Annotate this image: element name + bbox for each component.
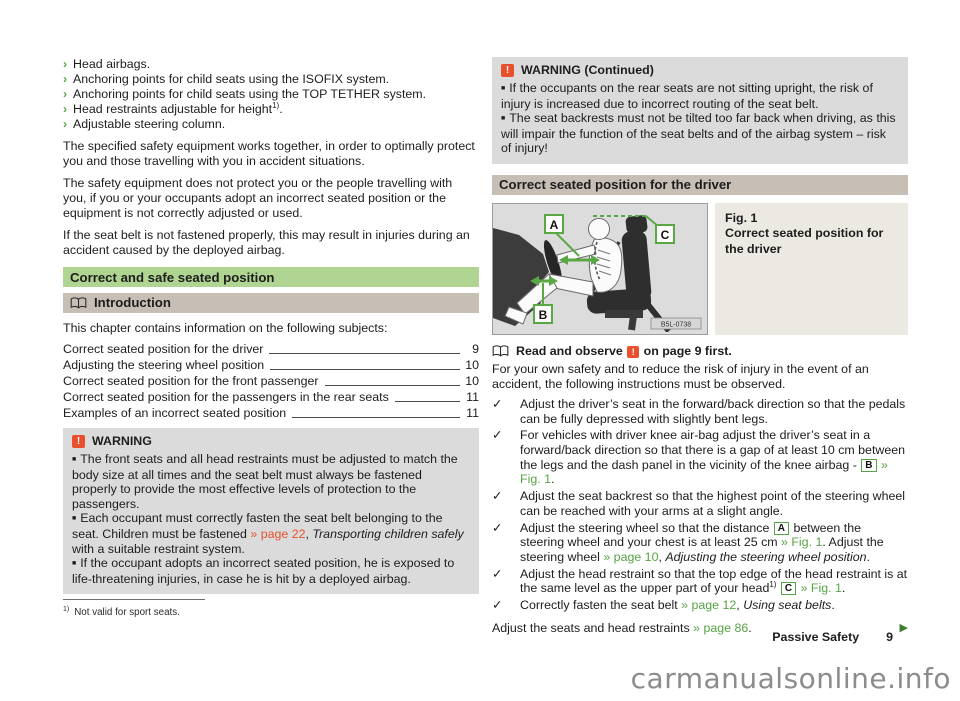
checklist-item-text bbox=[520, 521, 908, 565]
chevron-bullet-icon: › bbox=[63, 117, 68, 131]
read-observe-pre: Read and observe bbox=[516, 343, 623, 358]
toc-page-number: 10 bbox=[465, 358, 479, 372]
italic-reference-title: Using seat belts bbox=[743, 598, 832, 613]
seat-rail bbox=[605, 310, 643, 318]
warning-item bbox=[72, 556, 470, 586]
warning-item-text: The seat backrests must not be tilted too far back when driving, as this will impair the function of the seat belts and of the airbag system – risk of injury! bbox=[501, 111, 896, 156]
footnote-ref: 1) bbox=[272, 100, 280, 110]
toc-entry[interactable] bbox=[63, 373, 479, 389]
toc-leader-line bbox=[395, 401, 460, 402]
toc-leader-line bbox=[270, 369, 460, 370]
check-icon: ✓ bbox=[492, 428, 503, 443]
text-segment: For vehicles with driver knee air-bag adjust the driver’s seat in a forward/back direction so that there is a gap of at least 10 cm between the legs and the dash panel in the vicinity of the knee airbag - bbox=[520, 428, 906, 472]
toc-entry[interactable] bbox=[63, 389, 479, 405]
warning-icon: ! bbox=[501, 64, 514, 77]
warning-item-text: , bbox=[305, 526, 313, 541]
cross-reference-link[interactable]: » page 86 bbox=[693, 620, 749, 635]
toc-leader-line bbox=[292, 417, 460, 418]
warning-reference-icon[interactable]: ! bbox=[627, 346, 639, 358]
bullet-text-main: Head restraints adjustable for height bbox=[73, 102, 273, 116]
checklist-item bbox=[492, 567, 908, 596]
text-segment: Adjust the steering wheel so that the distance bbox=[520, 520, 773, 535]
read-observe-text bbox=[516, 344, 732, 359]
warning-item-text: If the occupant adopts an incorrect seated position, he is exposed to life-threatening injuries, in case he is hit by a deployed airbag. bbox=[72, 556, 455, 586]
warning-item bbox=[72, 452, 470, 511]
chevron-bullet-icon: › bbox=[63, 87, 68, 101]
warning-item-text: The front seats and all head restraints must be adjusted to match the body size at all times and the seat belt must always be fastened properly to provide the most effective levels of protection to the passengers. bbox=[72, 452, 458, 511]
text-segment: Adjust the head restraint so that the top edge of the head restraint is at the same level as the upper part of your head bbox=[520, 566, 908, 596]
cross-reference-link[interactable]: » page 22 bbox=[250, 526, 306, 541]
figure-caption bbox=[715, 203, 908, 335]
toc-page-number: 9 bbox=[472, 342, 479, 356]
cross-reference-link[interactable]: » Fig. 1 bbox=[797, 581, 842, 596]
figure-label-a: A bbox=[549, 217, 559, 232]
square-bullet-icon: ■ bbox=[501, 85, 506, 92]
warning-icon: ! bbox=[72, 435, 85, 448]
checklist-item bbox=[492, 598, 908, 613]
text-segment: between the steering wheel and your chest is at least 25 cm bbox=[520, 520, 861, 550]
right-column bbox=[492, 57, 908, 636]
square-bullet-icon: ■ bbox=[72, 560, 77, 568]
cross-reference-link[interactable]: » page 10 bbox=[603, 550, 659, 564]
table-of-contents bbox=[63, 341, 479, 421]
section-header-driver-position-label: Correct seated position for the driver bbox=[499, 176, 732, 192]
checklist-item-text bbox=[520, 428, 908, 487]
check-icon: ✓ bbox=[492, 566, 503, 581]
read-observe-note bbox=[492, 344, 908, 359]
toc-leader-line bbox=[325, 385, 460, 386]
chevron-bullet-icon: › bbox=[63, 102, 68, 116]
text-segment: Adjust the seats and head restraints bbox=[492, 620, 694, 635]
text-segment: , bbox=[658, 550, 666, 564]
figure-code: B5L-0738 bbox=[660, 321, 692, 329]
warning-item-text: Each occupant must correctly fasten the seat belt belonging to the seat. Children must be fastened bbox=[72, 511, 443, 541]
chevron-bullet-icon: › bbox=[63, 72, 68, 86]
toc-page-number: 10 bbox=[465, 374, 479, 388]
checklist-item-text bbox=[520, 567, 908, 596]
toc-leader-line bbox=[269, 353, 460, 354]
introduction-header bbox=[63, 293, 479, 313]
toc-page-number: 11 bbox=[466, 390, 479, 404]
warning-title: WARNING bbox=[92, 434, 152, 448]
warning-item-text: If the occupants on the rear seats are not sitting upright, the risk of injury is increased due to incorrect routing of the seat belt. bbox=[501, 81, 873, 111]
footnote-ref: 1) bbox=[769, 580, 777, 590]
figure-block bbox=[492, 203, 908, 335]
checklist-item bbox=[492, 489, 908, 518]
footnote-text bbox=[63, 605, 479, 620]
bullet-text: Head airbags. bbox=[73, 57, 151, 71]
bullet-item bbox=[63, 87, 479, 102]
cross-reference-link[interactable]: » Fig. 1 bbox=[781, 535, 823, 550]
checklist-item-text: Adjust the seat backrest so that the highest point of the steering wheel can be reached with your arms at a slight angle. bbox=[520, 489, 906, 518]
checklist-item bbox=[492, 428, 908, 487]
book-icon bbox=[492, 345, 509, 357]
chevron-bullet-icon: › bbox=[63, 57, 68, 71]
check-icon: ✓ bbox=[492, 520, 503, 535]
footnote-marker: 1) bbox=[63, 605, 70, 613]
warning-item bbox=[501, 81, 899, 111]
watermark: carmanualsonline.info bbox=[630, 662, 951, 695]
section-header-driver-position bbox=[492, 175, 908, 195]
warning-item-text: with a suitable restraint system. bbox=[72, 541, 245, 556]
toc-entry-label: Correct seated position for the passengers in the rear seats bbox=[63, 390, 389, 404]
cross-reference-link[interactable]: » Fig. 1 bbox=[520, 457, 888, 487]
bullet-text: Anchoring points for child seats using the TOP TETHER system. bbox=[73, 87, 427, 101]
checklist-item bbox=[492, 521, 908, 565]
figure-label-c: C bbox=[660, 227, 670, 242]
bullet-item bbox=[63, 72, 479, 87]
bullet-item bbox=[63, 117, 479, 132]
text-segment: , bbox=[736, 598, 744, 613]
warning-continued-box bbox=[492, 57, 908, 164]
text-segment: . Adjust the steering wheel bbox=[520, 535, 884, 564]
toc-entry-label: Correct seated position for the front passenger bbox=[63, 374, 319, 388]
text-segment: . bbox=[551, 472, 555, 487]
bullet-text-end: . bbox=[279, 102, 283, 116]
toc-entry-label: Correct seated position for the driver bbox=[63, 342, 264, 356]
bullet-text: Anchoring points for child seats using the ISOFIX system. bbox=[73, 72, 390, 86]
toc-entry-label: Adjusting the steering wheel position bbox=[63, 358, 265, 372]
warning-box bbox=[63, 428, 479, 594]
bullet-text bbox=[73, 102, 283, 117]
warning-item bbox=[72, 511, 470, 556]
checklist-item bbox=[492, 397, 908, 426]
text-segment: . bbox=[866, 550, 870, 564]
paragraph: The safety equipment does not protect you or the people travelling with you, if you or your occupants adopt an incorrect seated position or the equipment is not correctly adjusted or used. bbox=[63, 176, 453, 220]
figure-seat-diagram bbox=[492, 203, 708, 335]
warning-title-row bbox=[72, 434, 470, 449]
warning-item bbox=[501, 111, 899, 156]
italic-reference-title: Transporting children safely bbox=[312, 526, 464, 541]
figure-number: Fig. 1 bbox=[725, 210, 758, 225]
read-observe-post: on page 9 first. bbox=[643, 343, 732, 358]
text-segment: . bbox=[831, 598, 835, 613]
left-column bbox=[63, 57, 479, 594]
footer-page-number: 9 bbox=[886, 630, 893, 644]
toc-entry[interactable] bbox=[63, 405, 479, 421]
toc-entry-label: Examples of an incorrect seated position bbox=[63, 406, 287, 420]
cross-reference-link[interactable]: » page 12 bbox=[681, 598, 737, 613]
check-icon: ✓ bbox=[492, 598, 503, 613]
footnote bbox=[63, 599, 479, 620]
figure-key-c: C bbox=[781, 582, 796, 595]
bullet-text: Adjustable steering column. bbox=[73, 117, 226, 131]
figure-key-b: B bbox=[861, 459, 876, 472]
paragraph: The specified safety equipment works together, in order to optimally protect you and those travelling with you in accident situations. bbox=[63, 139, 475, 168]
text-segment: . bbox=[748, 620, 752, 635]
introduction-header-label: Introduction bbox=[94, 295, 171, 310]
paragraph: For your own safety and to reduce the risk of injury in the event of an accident, the following instructions must be observed. bbox=[492, 361, 869, 391]
footnote-divider bbox=[63, 599, 205, 600]
check-icon: ✓ bbox=[492, 489, 503, 504]
square-bullet-icon: ■ bbox=[72, 515, 77, 523]
bullet-item bbox=[63, 57, 479, 72]
checklist-item-text bbox=[520, 598, 908, 613]
chapter-contents-line: This chapter contains information on the following subjects: bbox=[63, 321, 388, 335]
figure-label-b: B bbox=[538, 307, 548, 322]
continuation-arrow-icon: ▶ bbox=[899, 621, 908, 634]
warning-title: WARNING (Continued) bbox=[521, 63, 654, 77]
footer-section-title: Passive Safety bbox=[772, 630, 860, 644]
square-bullet-icon: ■ bbox=[501, 115, 506, 123]
page-footer bbox=[492, 630, 893, 645]
paragraph: If the seat belt is not fastened properly, this may result in injuries during an accident caused by the deployed airbag. bbox=[63, 228, 470, 257]
footnote-body: Not valid for sport seats. bbox=[74, 607, 180, 618]
text-segment: . bbox=[841, 581, 846, 596]
book-icon bbox=[70, 297, 87, 309]
section-header-correct-safe-seated-position: Correct and safe seated position bbox=[63, 267, 479, 287]
text-segment: Correctly fasten the seat belt bbox=[520, 598, 682, 613]
warning-title-row bbox=[501, 63, 899, 78]
figure-caption-text: Correct seated position for the driver bbox=[725, 226, 884, 256]
check-icon: ✓ bbox=[492, 396, 503, 411]
italic-reference-title: Adjusting the steering wheel position bbox=[665, 550, 867, 564]
checklist bbox=[492, 397, 908, 613]
figure-code-tag bbox=[651, 318, 701, 329]
checklist-item-text: Adjust the driver’s seat in the forward/back direction so that the pedals can be fully depressed with slightly bent legs. bbox=[520, 396, 906, 426]
bullet-item bbox=[63, 102, 479, 117]
square-bullet-icon: ■ bbox=[72, 456, 77, 463]
toc-page-number: 11 bbox=[466, 406, 479, 420]
toc-entry[interactable] bbox=[63, 357, 479, 373]
bullet-list bbox=[63, 57, 479, 132]
figure-key-a: A bbox=[774, 522, 789, 535]
toc-entry[interactable] bbox=[63, 341, 479, 357]
